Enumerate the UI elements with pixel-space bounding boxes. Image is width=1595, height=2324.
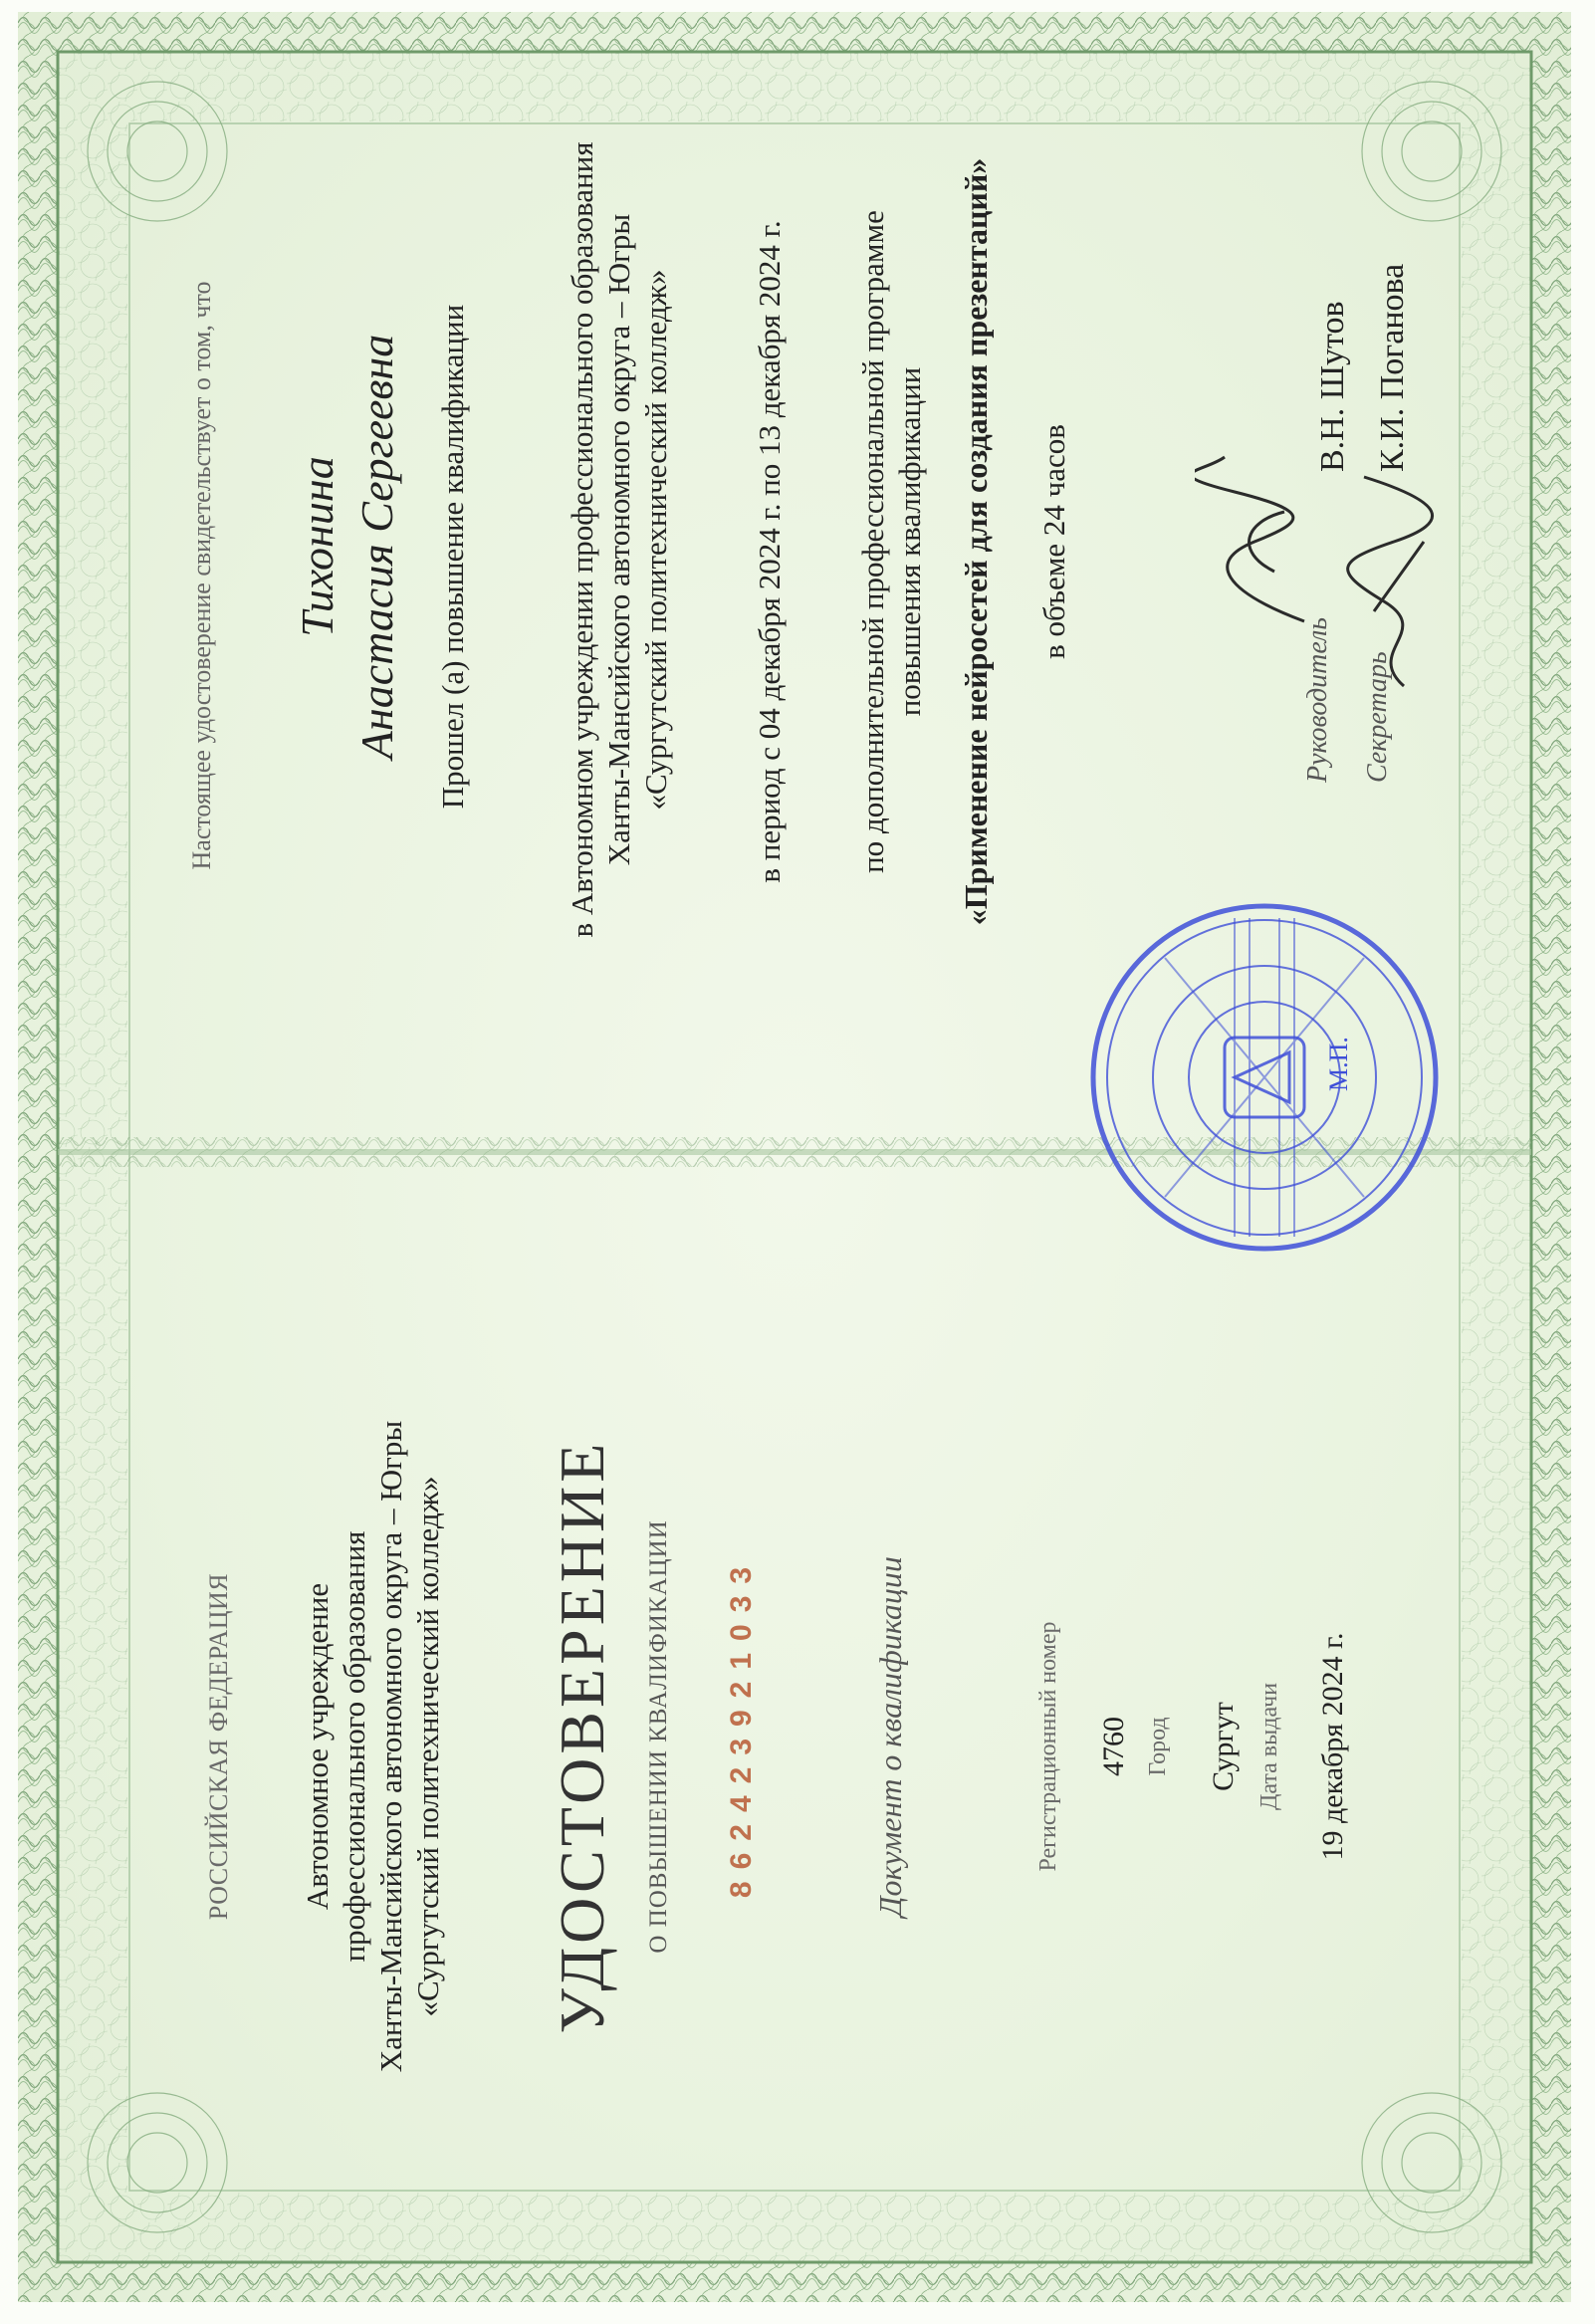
issuer-org-line: профессионального образования xyxy=(337,1530,371,1963)
recipient-surname: Тихонина xyxy=(292,456,342,637)
hours-volume: в объеме 24 часов xyxy=(1036,424,1071,659)
program-intro-line: повышения квалификации xyxy=(892,366,927,717)
official-seal-stamp xyxy=(1085,898,1444,1257)
certificate-title: УДОСТОВЕРЕНИЕ xyxy=(547,1439,617,2034)
recipient-given-names: Анастасия Сергеевна xyxy=(351,334,402,760)
issue-date: 19 декабря 2024 г. xyxy=(1316,1632,1349,1861)
program-title: «Применение нейросетей для создания презентаций» xyxy=(958,157,994,926)
issuer-org-line: Автономное учреждение xyxy=(300,1582,335,1911)
city-label: Город xyxy=(1145,1717,1171,1776)
institution-line: в Автономном учреждении профессионального образования xyxy=(565,141,599,938)
serial-number: 862423921033 xyxy=(725,1554,758,1899)
secretary-role-label: Секретарь xyxy=(1362,651,1393,783)
stamp-mp-mark: М.П. xyxy=(1324,1037,1353,1091)
head-role-label: Руководитель xyxy=(1302,616,1333,783)
program-intro xyxy=(854,210,928,873)
document-kind: Документ о квалификации xyxy=(872,1556,908,1917)
institution-line: «Сургутский политехнический колледж» xyxy=(638,269,673,811)
intro-text: Настоящее удостоверение свидетельствует о том, что xyxy=(187,281,216,870)
issuer-org xyxy=(299,1421,446,2072)
institution-block xyxy=(564,142,674,938)
issue-date-label: Дата выдачи xyxy=(1256,1682,1282,1811)
city-value: Сургут xyxy=(1207,1702,1240,1791)
passed-statement: Прошел (а) повышение квалификации xyxy=(435,304,470,810)
reg-number: 4760 xyxy=(1097,1717,1130,1776)
certificate-subtitle: О ПОВЫШЕНИИ КВАЛИФИКАЦИИ xyxy=(645,1519,672,1954)
institution-line: Ханты-Мансийского автономного округа – Югры xyxy=(601,213,636,866)
issuer-org-line: Ханты-Мансийского автономного округа – Югры xyxy=(373,1420,408,2073)
study-period: в период с 04 декабря 2024 г. по 13 декабря 2024 г. xyxy=(752,220,787,883)
secretary-name: К.И. Поганова xyxy=(1374,263,1411,472)
program-intro-line: по дополнительной профессиональной программе xyxy=(855,210,890,873)
head-name: В.Н. Шутов xyxy=(1314,301,1351,472)
issuer-org-line: «Сургутский политехнический колледж» xyxy=(410,1476,445,2017)
reg-number-label: Регистрационный номер xyxy=(1035,1621,1061,1872)
country-label: РОССИЙСКАЯ ФЕДЕРАЦИЯ xyxy=(204,1572,233,1921)
secretary-signature xyxy=(1304,472,1454,691)
